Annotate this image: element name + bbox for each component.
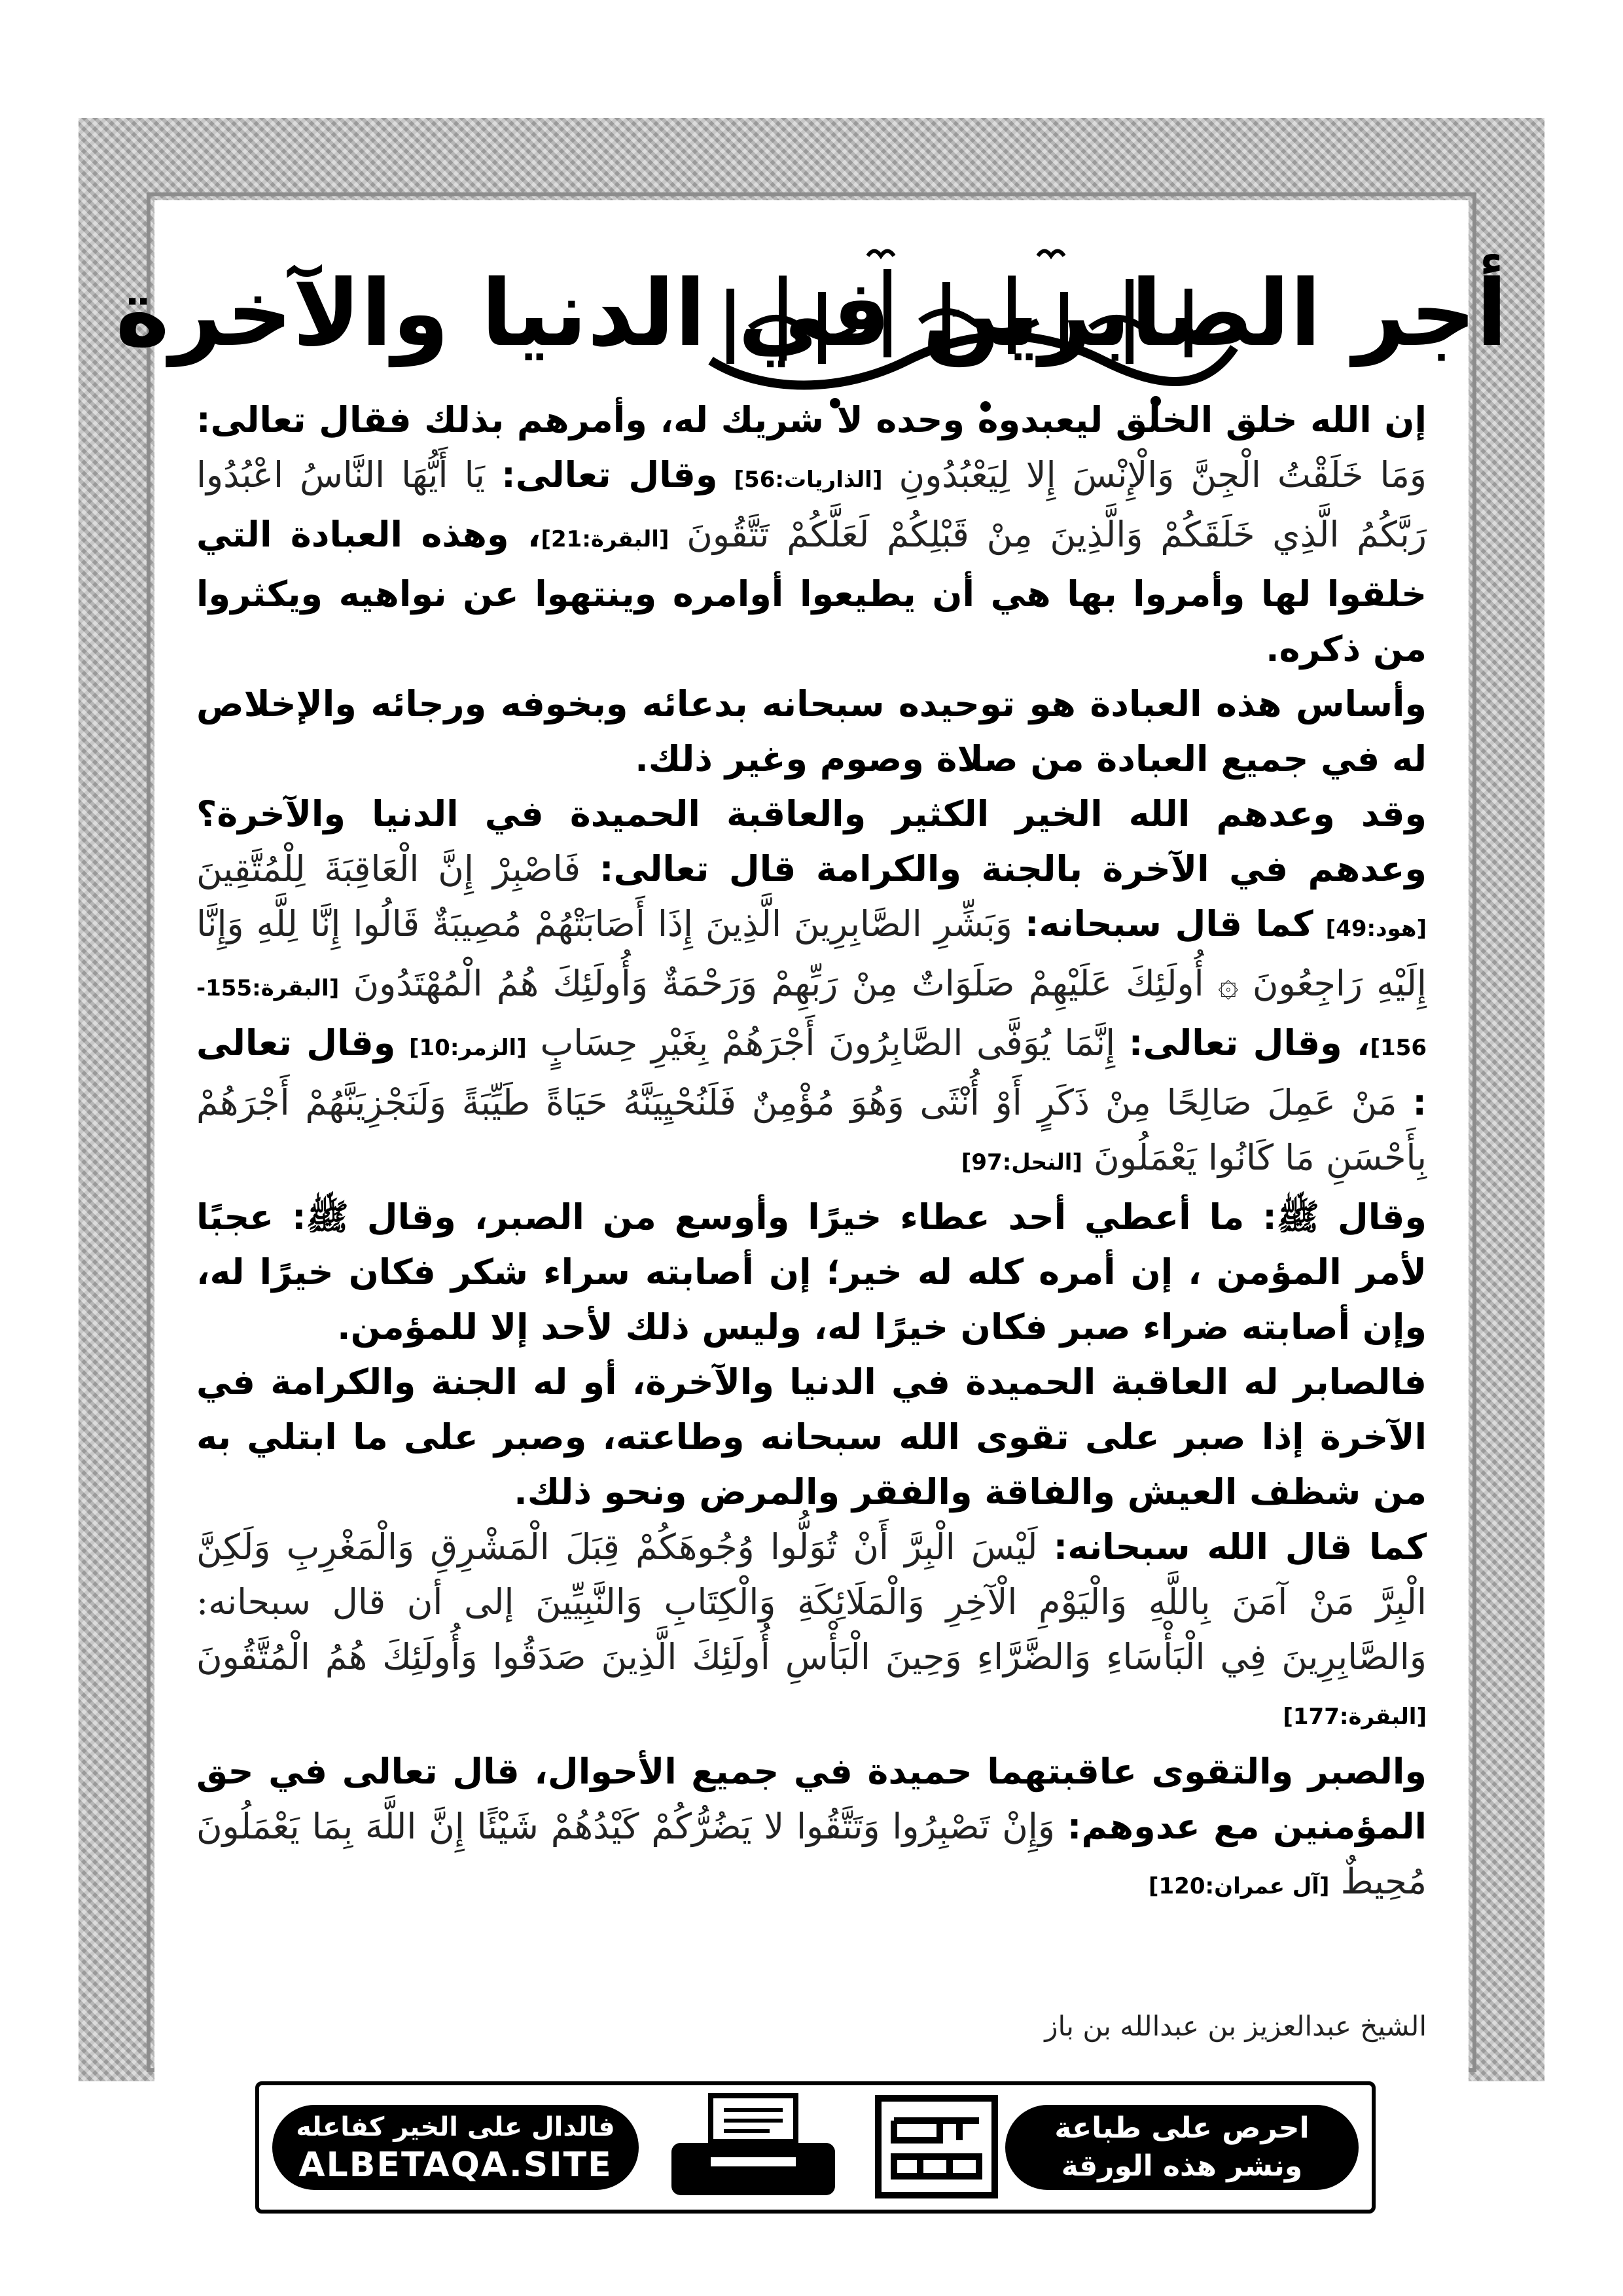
p1-tail: ، وهذه العبادة التي خلقوا لها وأمروا بها هي أن يطيعوا أوامره وينتهوا عن نواهيه ويكثروا من ذكره.	[196, 514, 1427, 670]
print-appeal-line-2: ونشر هذه الورقة	[1061, 2149, 1303, 2183]
p1-ref-2: [البقرة:21]	[541, 526, 669, 552]
p1-verse-2: يَا أَيُّهَا النَّاسُ اعْبُدُوا رَبَّكُمُ الَّذِي خَلَقَكُمْ وَالَّذِينَ مِنْ قَبْلِكُمْ لَعَلَّكُمْ تَتَّقُونَ	[196, 454, 1427, 555]
p3-lead-3: ، وقال تعالى:	[1128, 1022, 1370, 1064]
p3-verse-1: فَاصْبِرْ إِنَّ الْعَاقِبَةَ لِلْمُتَّقِينَ	[196, 848, 581, 889]
p6-lead-2: إلى أن قال سبحانه:	[196, 1581, 514, 1623]
paragraph-6	[196, 1520, 1427, 1744]
paragraph-5: فالصابر له العاقبة الحميدة في الدنيا والآخرة، أو له الجنة والكرامة في الآخرة إذا صبر على تقوى الله سبحانه وطاعته، وصبر على ما ابتلي به من شظف العيش والفاقة والفقر والمرض ونحو ذلك.	[196, 1361, 1427, 1513]
dawa-logo-icon	[874, 2094, 999, 2199]
p3-lead: وقد وعدهم الله الخير الكثير والعاقبة الحميدة في الدنيا والآخرة؟ وعدهم في الآخرة بالجنة والكرامة قال تعالى:	[196, 793, 1427, 889]
p3-lead-2: كما قال سبحانه:	[1024, 903, 1313, 944]
p1-lead: إن الله خلق الخلق ليعبدوه وحده لا شريك له، وأمرهم بذلك فقال تعالى:	[196, 399, 1427, 440]
p1-ref-1: [الذاريات:56]	[734, 467, 883, 493]
p6-verse-1: لَيْسَ الْبِرَّ أَنْ تُوَلُّوا وُجُوهَكُمْ قِبَلَ الْمَشْرِقِ وَالْمَغْرِبِ وَلَكِنَّ الْبِرَّ مَنْ آمَنَ بِاللَّهِ وَالْيَوْمِ الْآخِرِ وَالْمَلَائِكَةِ وَالْكِتَابِ وَالنَّبِيِّينَ	[196, 1526, 1427, 1623]
p6-ref-2: [البقرة:177]	[1283, 1704, 1427, 1730]
print-appeal-badge	[1005, 2105, 1359, 2190]
p3-ref-3: [الزمر:10]	[408, 1035, 527, 1061]
p3-ref-2: [البقرة:155-156]	[196, 975, 1427, 1061]
p1-lead-2: وقال تعالى:	[501, 454, 718, 495]
website-badge	[272, 2105, 639, 2190]
p3-verse-3: إِنَّمَا يُوَفَّى الصَّابِرُونَ أَجْرَهُمْ بِغَيْرِ حِسَابٍ	[540, 1022, 1116, 1064]
author-row	[196, 2003, 1427, 2049]
printer-icon	[665, 2092, 842, 2203]
p7-verse-1: وَإِنْ تَصْبِرُوا وَتَتَّقُوا لا يَضُرُّكُمْ كَيْدُهُمْ شَيْئًا إِنَّ اللَّهَ بِمَا يَعْمَلُونَ مُحِيطٌ	[196, 1806, 1427, 1902]
paragraph-1	[196, 393, 1427, 677]
p6-verse-2: وَالصَّابِرِينَ فِي الْبَأْسَاءِ وَالضَّرَّاءِ وَحِينَ الْبَأْسِ أُولَئِكَ الَّذِينَ صَدَقُوا وَأُولَئِكَ هُمُ الْمُتَّقُونَ	[196, 1636, 1427, 1677]
p3-lead-4: وقال تعالى :	[196, 1022, 1427, 1123]
website-url[interactable]: ALBETAQA.SITE	[298, 2145, 613, 2185]
footer-banner	[255, 2081, 1376, 2214]
author-name: الشيخ عبدالعزيز بن عبدالله بن باز	[1044, 2009, 1427, 2042]
article-body	[196, 393, 1427, 1914]
p6-lead: كما قال الله سبحانه:	[1053, 1526, 1427, 1568]
p3-ref-4: [النحل:97]	[961, 1149, 1082, 1175]
p7-ref-1: [آل عمران:120]	[1148, 1873, 1330, 1899]
page-title: أجر الصابرين في الدنيا والآخرة	[115, 260, 1508, 367]
paragraph-2: وأساس هذه العبادة هو توحيده سبحانه بدعائه وبخوفه ورجائه والإخلاص له في جميع العبادة من صلاة وصوم وغير ذلك.	[196, 683, 1427, 780]
p3-ref-1: [هود:49]	[1325, 916, 1427, 942]
p3-verse-4: مَنْ عَمِلَ صَالِحًا مِنْ ذَكَرٍ أَوْ أُنْثَى وَهُوَ مُؤْمِنٌ فَلَنُحْيِيَنَّهُ حَيَاةً طَيِّبَةً وَلَنَجْزِيَنَّهُمْ أَجْرَهُمْ بِأَحْسَنِ مَا كَانُوا يَعْمَلُونَ	[196, 1082, 1427, 1178]
p1-verse-1: وَمَا خَلَقْتُ الْجِنَّ وَالْإِنْسَ إِلا لِيَعْبُدُونِ	[899, 454, 1427, 495]
p3-verse-2: وَبَشِّرِ الصَّابِرِينَ الَّذِينَ إِذَا أَصَابَتْهُمْ مُصِيبَةٌ قَالُوا إِنَّا لِلَّهِ وَإِنَّا إِلَيْهِ رَاجِعُونَ ۞ أُولَئِكَ عَلَيْهِمْ صَلَوَاتٌ مِنْ رَبِّهِمْ وَرَحْمَةٌ وَأُولَئِكَ هُمُ الْمُهْتَدُونَ	[196, 903, 1427, 1004]
website-motto: فالدال على الخير كفاعله	[296, 2112, 615, 2142]
paragraph-4: وقال ﷺ: ما أعطي أحد عطاء خيرًا وأوسع من الصبر، وقال ﷺ: عجبًا لأمر المؤمن ، إن أمره كله له خير؛ إن أصابته سراء شكر فكان خيرًا له، وإن أصابته ضراء صبر فكان خيرًا له، وليس ذلك لأحد إلا للمؤمن.	[196, 1196, 1427, 1348]
print-appeal-line-1: احرص على طباعة	[1054, 2111, 1310, 2145]
paragraph-3	[196, 787, 1427, 1190]
p7-lead: والصبر والتقوى عاقبتهما حميدة في جميع الأحوال، قال تعالى في حق المؤمنين مع عدوهم:	[196, 1751, 1427, 1847]
paragraph-7	[196, 1744, 1427, 1914]
